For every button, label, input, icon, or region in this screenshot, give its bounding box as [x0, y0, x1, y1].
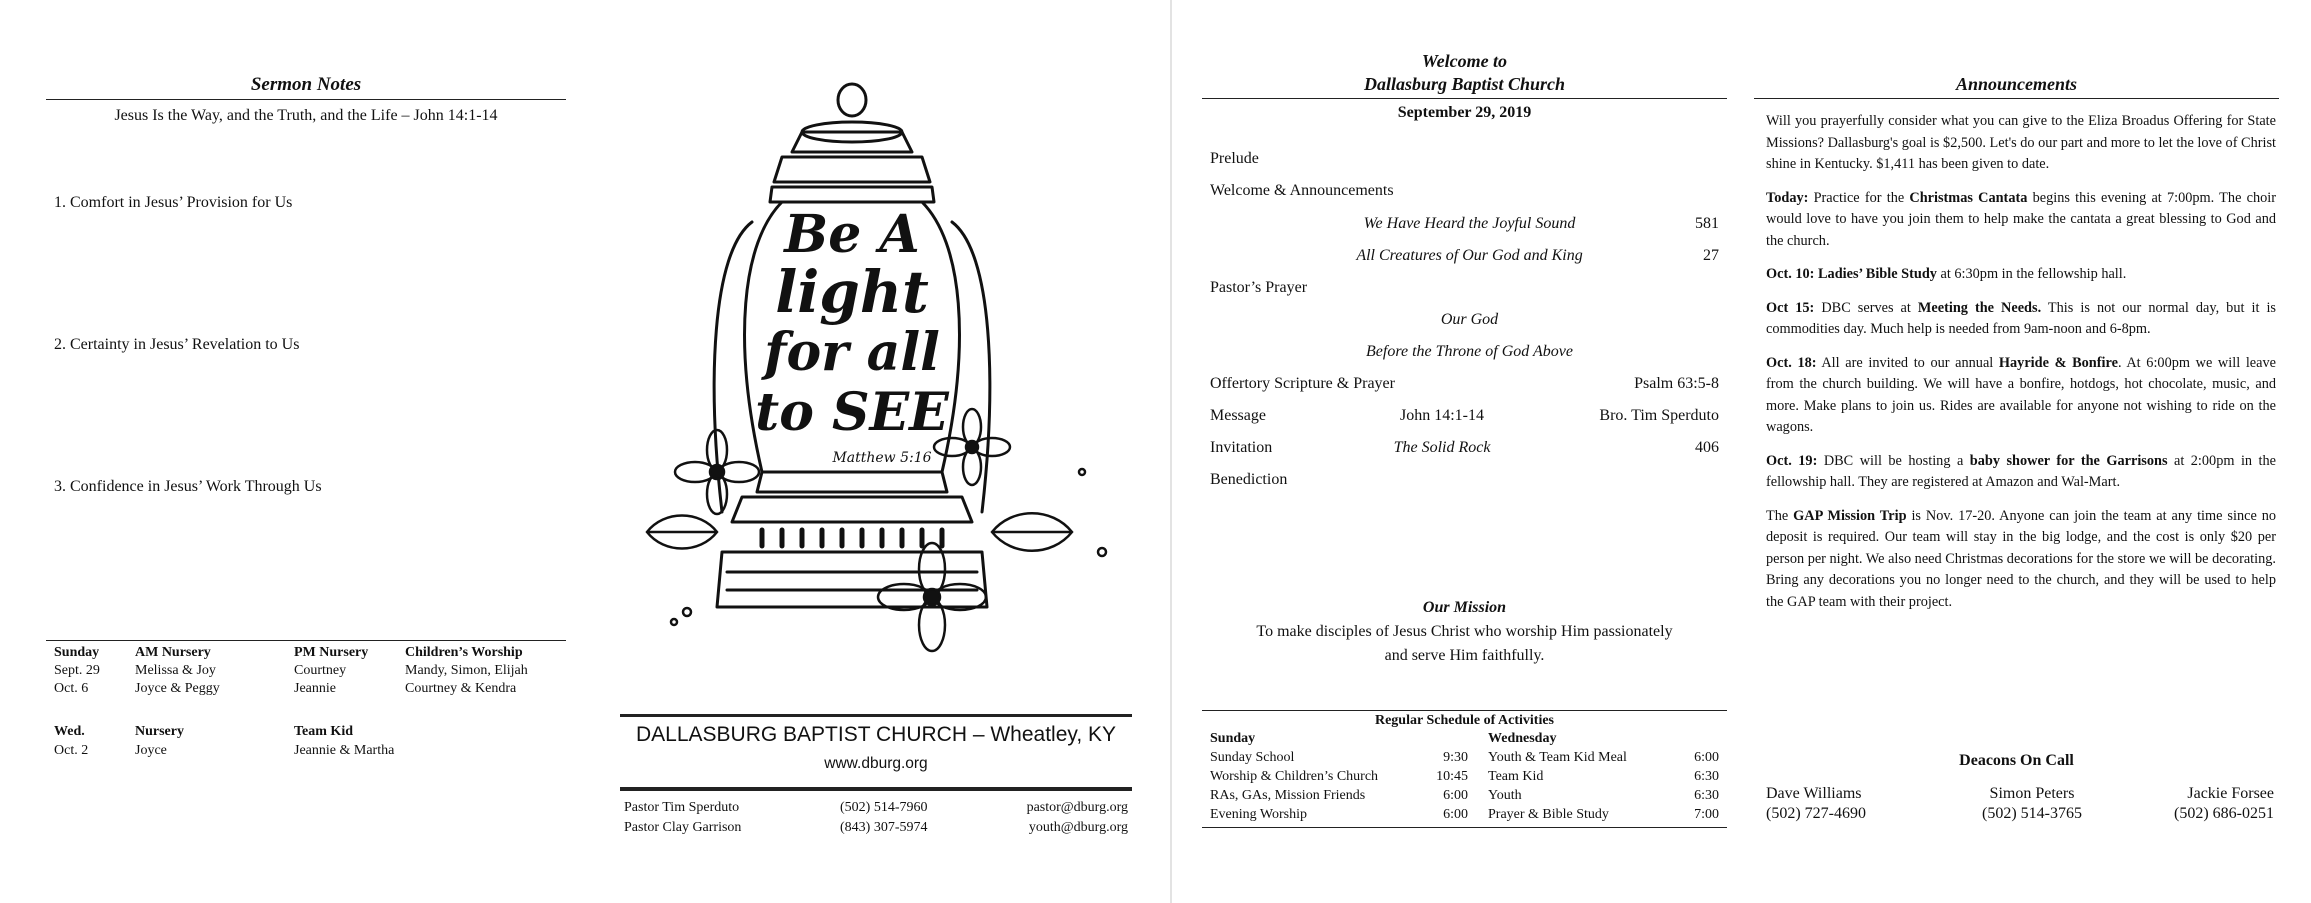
lantern-lettering — [755, 204, 950, 466]
schedule-wednesday-label: Wednesday — [1488, 731, 1557, 746]
church-name-line: DALLASBURG BAPTIST CHURCH – Wheatley, KY — [635, 723, 1117, 746]
schedule-item: Prayer & Bible Study — [1488, 807, 1609, 822]
hymn-title: We Have Heard the Joyful Sound — [1363, 215, 1576, 232]
announcement-paragraph — [1766, 264, 2276, 286]
schedule-item: RAs, GAs, Mission Friends — [1210, 788, 1366, 803]
announcement-paragraph — [1766, 188, 2276, 253]
right-sheet — [1172, 0, 2311, 903]
deacon-name: Jackie Forsee — [2187, 785, 2274, 802]
announcement-text: Practice for the — [1808, 189, 1910, 206]
nursery-cell: Sept. 29 — [54, 663, 100, 678]
contact-email[interactable]: pastor@dburg.org — [1026, 800, 1128, 815]
announcement-paragraph — [1766, 451, 2276, 494]
hymn-number: 27 — [1703, 247, 1719, 264]
deacon-phone: (502) 514-3765 — [1982, 805, 2082, 822]
lantern-text-line: to SEE — [755, 382, 949, 443]
mission-line: and serve Him faithfully. — [1384, 647, 1545, 664]
church-website[interactable]: www.dburg.org — [824, 755, 928, 772]
cover-rule-top — [620, 714, 1132, 717]
deacon-name: Simon Peters — [1989, 785, 2075, 802]
announcement-highlight: Hayride & Bonfire — [1998, 354, 2118, 371]
lantern-base — [717, 552, 987, 607]
sermon-point-3: 3. Confidence in Jesus’ Work Through Us — [54, 478, 322, 495]
schedule-time: 9:30 — [1443, 750, 1468, 765]
schedule-item: Team Kid — [1488, 769, 1544, 784]
message-reference: John 14:1-14 — [1400, 407, 1484, 424]
announcement-text: This is not our normal day, but it is commodities day. Much help is needed from 9am-noon and 6-8pm. — [1766, 299, 2276, 337]
deacon-phone: (502) 686-0251 — [2174, 805, 2274, 822]
order-pastors-prayer: Pastor’s Prayer — [1210, 279, 1308, 296]
mission-title: Our Mission — [1422, 599, 1507, 616]
nursery-cell: Joyce & Peggy — [135, 681, 220, 696]
nursery-header-sunday: Sunday — [54, 645, 100, 660]
schedule-time: 10:45 — [1436, 769, 1468, 784]
schedule-time: 6:30 — [1694, 788, 1719, 803]
lantern-ring — [838, 84, 866, 116]
hymn-number: 581 — [1695, 215, 1719, 232]
announcement-date: Oct. 19: — [1766, 452, 1818, 469]
announcement-paragraph: Will you prayerfully consider what you can give to the Eliza Broadus Offering for State Missions? Dallasburg's goal is $2,500. Let's do our part and more to let the love of Christ shine in Kentucky. $1,411 has been given to date. — [1766, 113, 2276, 172]
church-heading: Dallasburg Baptist Church — [1363, 74, 1566, 94]
lantern-text-line: for all — [764, 322, 940, 383]
announcement-highlight: Ladies’ Bible Study — [1814, 266, 1937, 282]
schedule-item: Sunday School — [1210, 750, 1295, 765]
invitation-number: 406 — [1695, 439, 1719, 456]
nursery-cell: Courtney & Kendra — [405, 681, 517, 696]
offertory-reference: Psalm 63:5-8 — [1634, 375, 1719, 392]
announcement-text: is Nov. 17-20. Anyone can join the team at any time since no deposit is required. Our team will stay in the big lodge, and the cost is only $20 per person per night. We also need Christmas decorations for the store we will be decorating. Bring any decorations you no longer need to the church, and they will be used to help the GAP team with their project. — [1766, 507, 2276, 610]
announcement-highlight: GAP Mission Trip — [1793, 507, 1907, 524]
song-title: Our God — [1440, 311, 1499, 328]
song-title: Before the Throne of God Above — [1366, 343, 1573, 360]
order-message: Message — [1210, 407, 1266, 424]
announcement-text: The — [1766, 507, 1794, 524]
nursery-header-pm: PM Nursery — [294, 645, 369, 660]
nursery-cell: Jeannie & Martha — [294, 743, 395, 758]
sermon-heading-rule — [46, 99, 566, 100]
announcement-date: Today: — [1766, 189, 1809, 206]
announcement-text: begins this evening at 7:00pm. The choir would love to have you join them to help make the cantata a great blessing to God and the church. — [1766, 189, 2276, 249]
schedule-time: 7:00 — [1694, 807, 1719, 822]
announcement-paragraph — [1766, 353, 2276, 439]
schedule-rule-top — [1202, 710, 1727, 711]
contact-phone: (502) 514-7960 — [840, 800, 928, 815]
schedule-sunday-label: Sunday — [1210, 731, 1256, 746]
announcement-paragraph — [1766, 506, 2276, 614]
nursery-cell: Melissa & Joy — [135, 663, 216, 678]
order-prelude: Prelude — [1210, 150, 1259, 167]
announcement-date: Oct. 18: — [1766, 354, 1817, 371]
order-benediction: Benediction — [1210, 471, 1288, 488]
announcement-text: . At 6:00pm we will leave from the church building. We will have a bonfire, hotdogs, hot chocolate, music, and more. Make plans to join us. Rides are available for anyone not wishing to ride on the wagons. — [1766, 354, 2276, 435]
order-rule — [1202, 98, 1727, 99]
schedule-item: Evening Worship — [1210, 807, 1307, 822]
invitation-song: The Solid Rock — [1393, 439, 1491, 456]
sermon-subtitle: Jesus Is the Way, and the Truth, and the Life – John 14:1-14 — [114, 107, 498, 124]
order-invitation: Invitation — [1210, 439, 1273, 456]
schedule-item: Worship & Children’s Church — [1210, 769, 1379, 784]
announcements-body — [1766, 111, 2276, 625]
contact-name: Pastor Tim Sperduto — [624, 800, 740, 815]
schedule-rule-bottom — [1202, 827, 1727, 828]
schedule-time: 6:00 — [1443, 807, 1468, 822]
nursery-header-childrens: Children’s Worship — [405, 645, 523, 660]
sermon-point-2: 2. Certainty in Jesus’ Revelation to Us — [54, 336, 300, 353]
announcement-date: Oct 15: — [1766, 299, 1815, 316]
schedule-time: 6:00 — [1443, 788, 1468, 803]
nursery-header-wed: Wed. — [54, 724, 85, 739]
nursery-header-am: AM Nursery — [135, 645, 211, 660]
mission-line: To make disciples of Jesus Christ who worship Him passionately — [1256, 623, 1673, 640]
contact-email[interactable]: youth@dburg.org — [1028, 820, 1128, 835]
announcement-text: at 6:30pm in the fellowship hall. — [1936, 266, 2127, 282]
announcement-text: at 2:00pm in the fellowship hall. They are registered at Amazon and Wal-Mart. — [1766, 452, 2277, 490]
service-date: September 29, 2019 — [1397, 104, 1532, 121]
message-speaker: Bro. Tim Sperduto — [1599, 407, 1719, 424]
order-welcome: Welcome & Announcements — [1210, 182, 1394, 199]
nursery-cell: Mandy, Simon, Elijah — [405, 663, 528, 678]
sermon-point-1: 1. Comfort in Jesus’ Provision for Us — [54, 194, 293, 211]
nursery-cell: Courtney — [294, 663, 347, 678]
announcement-text: DBC serves at — [1814, 299, 1918, 316]
cover-rule-bottom — [620, 787, 1132, 791]
schedule-title: Regular Schedule of Activities — [1374, 713, 1554, 728]
deacon-name: Dave Williams — [1766, 785, 1862, 802]
lantern-base-top — [732, 497, 972, 522]
nursery-rule — [46, 640, 566, 641]
lantern-text-line: light — [775, 258, 929, 326]
lantern-verse: Matthew 5:16 — [832, 450, 932, 466]
announcement-highlight: baby shower for the Garrisons — [1969, 452, 2168, 469]
nursery-header-wed-nursery: Nursery — [135, 724, 184, 739]
nursery-cell: Jeannie — [294, 681, 336, 696]
announcement-date: Oct. 10: — [1766, 266, 1815, 282]
nursery-header-teamkid: Team Kid — [294, 724, 353, 739]
nursery-cell: Joyce — [135, 743, 167, 758]
announcement-text: All are invited to our annual — [1816, 354, 1999, 371]
nursery-cell: Oct. 2 — [54, 743, 89, 758]
announcement-text: DBC will be hosting a — [1817, 452, 1970, 469]
announcement-paragraph — [1766, 298, 2276, 341]
schedule-item: Youth — [1488, 788, 1522, 803]
contact-name: Pastor Clay Garrison — [624, 820, 742, 835]
sermon-notes-heading: Sermon Notes — [250, 74, 362, 95]
deacon-phone: (502) 727-4690 — [1766, 805, 1866, 822]
welcome-heading: Welcome to — [1421, 51, 1508, 71]
schedule-item: Youth & Team Kid Meal — [1488, 750, 1627, 765]
contact-phone: (843) 307-5974 — [840, 820, 928, 835]
lantern-text-line: Be A — [784, 204, 920, 265]
nursery-cell: Oct. 6 — [54, 681, 89, 696]
announcement-highlight: Christmas Cantata — [1909, 189, 2028, 206]
deacons-title: Deacons On Call — [1959, 752, 2074, 769]
lantern-illustration — [612, 52, 1132, 677]
schedule-time: 6:30 — [1694, 769, 1719, 784]
schedule-time: 6:00 — [1694, 750, 1719, 765]
announcements-heading: Announcements — [1955, 74, 2078, 94]
hymn-title: All Creatures of Our God and King — [1356, 247, 1583, 264]
order-offertory: Offertory Scripture & Prayer — [1210, 375, 1395, 392]
announcement-highlight: Meeting the Needs. — [1917, 299, 2042, 316]
announcements-rule — [1754, 98, 2279, 99]
